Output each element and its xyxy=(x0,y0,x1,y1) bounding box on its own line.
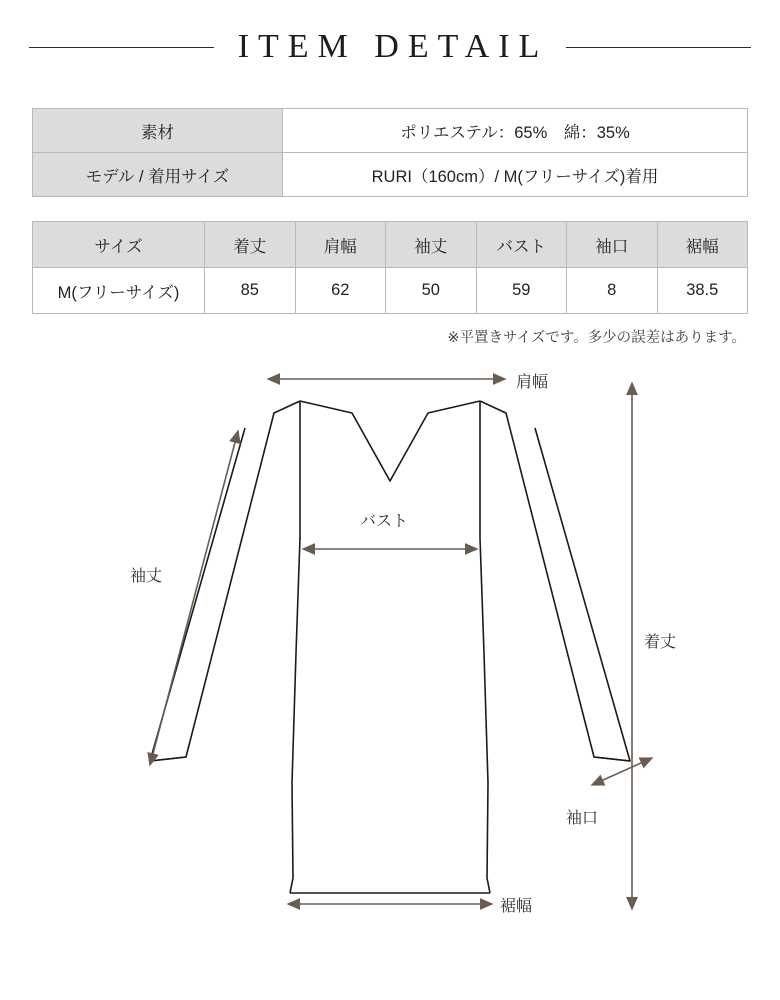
sleeve-length-arrow xyxy=(150,431,238,765)
label-body-length: 着丈 xyxy=(644,634,677,651)
size-header-size: サイズ xyxy=(33,222,205,268)
size-cell-sleeve: 50 xyxy=(386,268,477,314)
page-header xyxy=(0,0,780,72)
size-cell-bust: 59 xyxy=(476,268,567,314)
size-header-shoulder: 肩幅 xyxy=(295,222,386,268)
table-header-row xyxy=(33,222,748,268)
size-note: ※平置きサイズです。多少の誤差はあります。 xyxy=(447,330,746,346)
size-cell-length: 85 xyxy=(205,268,296,314)
spec-label-material: 素材 xyxy=(33,109,283,153)
spec-value-material: ポリエステル：65% 綿：35% xyxy=(283,109,748,153)
size-table xyxy=(32,221,748,314)
tables-section xyxy=(0,108,780,347)
spec-label-model: モデル / 着用サイズ xyxy=(33,153,283,197)
size-cell-name: M(フリーサイズ) xyxy=(33,268,205,314)
diagram-svg xyxy=(0,353,780,953)
size-cell-shoulder: 62 xyxy=(295,268,386,314)
size-header-bust: バスト xyxy=(476,222,567,268)
size-header-cuff: 袖口 xyxy=(567,222,658,268)
label-cuff: 袖口 xyxy=(566,810,599,827)
garment-outline xyxy=(150,401,630,893)
label-hem: 裾幅 xyxy=(500,898,533,915)
label-bust: バスト xyxy=(360,513,409,530)
size-cell-hem: 38.5 xyxy=(657,268,748,314)
label-shoulder: 肩幅 xyxy=(516,374,549,391)
page-title: ITEM DETAIL xyxy=(237,28,549,65)
table-row xyxy=(33,153,748,197)
spec-value-model: RURI（160cm）/ M(フリーサイズ)着用 xyxy=(283,153,748,197)
size-header-length: 着丈 xyxy=(205,222,296,268)
header-rule-right xyxy=(566,47,751,48)
label-sleeve-length: 袖丈 xyxy=(130,568,163,585)
garment-measurement-diagram xyxy=(0,353,780,953)
table-row xyxy=(33,109,748,153)
size-header-sleeve: 袖丈 xyxy=(386,222,477,268)
size-cell-cuff: 8 xyxy=(567,268,658,314)
table-row xyxy=(33,268,748,314)
cuff-arrow xyxy=(592,758,652,785)
size-header-hem: 裾幅 xyxy=(657,222,748,268)
header-rule-left xyxy=(29,47,214,48)
spec-table xyxy=(32,108,748,197)
